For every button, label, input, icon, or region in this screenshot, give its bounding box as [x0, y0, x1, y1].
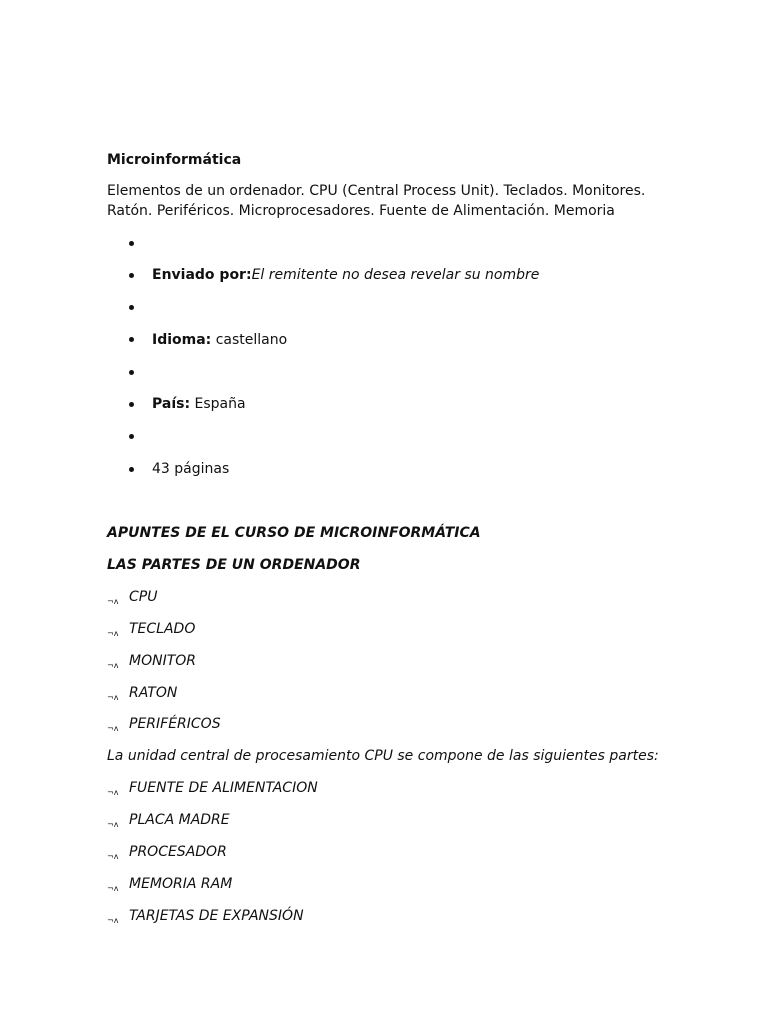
list-marker-icon: ¬ʌ	[107, 724, 119, 734]
cpu-part-label: FUENTE DE ALIMENTACION	[129, 780, 318, 797]
country-value: España	[194, 396, 246, 413]
list-item	[107, 587, 707, 607]
list-item	[107, 651, 707, 671]
parts-heading: LAS PARTES DE UN ORDENADOR	[107, 556, 361, 573]
notes-heading: APUNTES DE EL CURSO DE MICROINFORMÁTICA	[107, 525, 481, 542]
list-item	[107, 298, 707, 318]
meta-pages	[107, 459, 707, 479]
bullet-icon	[129, 370, 134, 375]
part-label: PERIFÉRICOS	[129, 716, 221, 733]
sender-label: Enviado por:	[152, 267, 252, 284]
list-marker-icon: ¬ʌ	[107, 851, 119, 861]
part-label: RATON	[129, 684, 178, 701]
bullet-icon	[129, 337, 134, 342]
part-label: MONITOR	[129, 652, 196, 669]
list-marker-icon: ¬ʌ	[107, 915, 119, 925]
list-item	[107, 619, 707, 639]
cpu-part-label: PROCESADOR	[129, 843, 227, 860]
list-item	[107, 906, 707, 926]
bullet-icon	[129, 241, 134, 246]
list-item	[107, 427, 707, 447]
list-marker-icon: ¬ʌ	[107, 692, 119, 702]
document-page	[107, 150, 707, 926]
sender-value: El remitente no desea revelar su nombre	[251, 267, 540, 284]
cpu-intro-text: La unidad central de procesamiento CPU se compone de las siguientes partes:	[107, 748, 659, 765]
bullet-icon	[129, 402, 134, 407]
list-item	[107, 714, 707, 734]
meta-country	[107, 394, 707, 414]
cpu-part-label: MEMORIA RAM	[129, 875, 233, 892]
list-marker-icon: ¬ʌ	[107, 628, 119, 638]
list-item	[107, 874, 707, 894]
meta-language	[107, 330, 707, 350]
country-label: País:	[152, 396, 191, 413]
list-item	[107, 683, 707, 703]
page-count: 43 páginas	[152, 461, 230, 478]
bullet-icon	[129, 434, 134, 439]
cpu-part-label: PLACA MADRE	[129, 812, 230, 829]
part-label: CPU	[129, 588, 158, 605]
list-marker-icon: ¬ʌ	[107, 788, 119, 798]
list-item	[107, 362, 707, 382]
part-label: TECLADO	[129, 620, 196, 637]
list-marker-icon: ¬ʌ	[107, 883, 119, 893]
meta-sender	[107, 265, 707, 285]
cpu-part-label: TARJETAS DE EXPANSIÓN	[129, 907, 304, 924]
bullet-icon	[129, 467, 134, 472]
language-label: Idioma:	[152, 331, 212, 348]
language-value: castellano	[215, 331, 288, 348]
list-marker-icon: ¬ʌ	[107, 596, 119, 606]
list-marker-icon: ¬ʌ	[107, 820, 119, 830]
document-title: Microinformática	[107, 152, 242, 168]
list-item	[107, 233, 707, 253]
metadata-list	[107, 233, 707, 479]
bullet-icon	[129, 305, 134, 310]
document-summary: Elementos de un ordenador. CPU (Central Process Unit). Teclados. Monitores. Ratón. Periféricos. Microprocesadores. Fuente de Alimentación. Memoria	[107, 183, 646, 219]
list-item	[107, 842, 707, 862]
list-marker-icon: ¬ʌ	[107, 660, 119, 670]
list-item	[107, 778, 707, 798]
bullet-icon	[129, 273, 134, 278]
list-item	[107, 810, 707, 830]
